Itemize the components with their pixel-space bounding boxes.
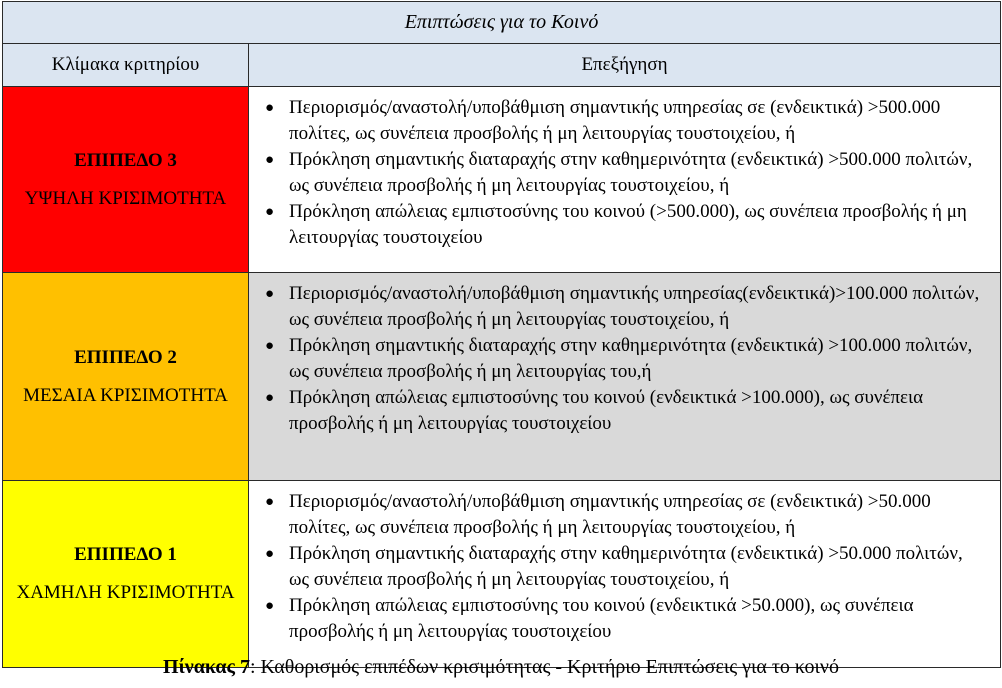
- list-item: ● Πρόκληση σημαντικής διαταραχής στην καθημερινότητα (ενδεικτικά) >500.000 πολιτών, ως συνέπεια προσβολής ή μη λειτουργίας τουστοιχείου, ή: [265, 149, 973, 196]
- bullet-icon: ●: [265, 100, 275, 116]
- bullet-icon: ●: [265, 286, 275, 302]
- severity-label: ΥΨΗΛΗ ΚΡΙΣΙΜΟΤΗΤΑ: [24, 187, 227, 209]
- table-title: Επιπτώσεις για το Κοινό: [3, 2, 1001, 44]
- list-item: ● Περιορισμός/αναστολή/υποβάθμιση σημαντικής υπηρεσίας(ενδεικτικά)>100.000 πολιτών, ως συνέπεια προσβολής ή μη λειτουργίας τουστοιχείου, ή: [265, 283, 980, 330]
- caption-text: : Καθορισμός επιπέδων κρισιμότητας - Κριτήριο Επιπτώσεις για το κοινό: [250, 656, 839, 678]
- bullet-icon: ●: [265, 598, 275, 614]
- level-cell-2: [3, 273, 249, 481]
- bullet-icon: ●: [265, 390, 275, 406]
- table-row: [3, 273, 1001, 481]
- level-name: ΕΠΙΠΕΔΟ 2: [74, 346, 177, 368]
- list-item: ● Πρόκληση απώλειας εμπιστοσύνης του κοινού (>500.000), ως συνέπεια προσβολής ή μη λειτουργίας τουστοιχείου: [265, 201, 967, 248]
- explanation-list: [255, 489, 982, 645]
- explanation-list: [255, 95, 982, 251]
- list-item: ● Πρόκληση απώλειας εμπιστοσύνης του κοινού (ενδεικτικά >50.000), ως συνέπεια προσβολής ή μη λειτουργίας τουστοιχείου: [265, 595, 914, 642]
- bullet-icon: ●: [265, 494, 275, 510]
- explanation-cell: [249, 273, 1001, 481]
- bullet-icon: ●: [265, 546, 275, 562]
- criticality-table: [2, 1, 1001, 668]
- level-name: ΕΠΙΠΕΔΟ 1: [74, 544, 177, 565]
- severity-label: ΜΕΣΑΙΑ ΚΡΙΣΙΜΟΤΗΤΑ: [23, 384, 228, 406]
- explanation-list: [255, 281, 982, 437]
- column-header-scale: Κλίμακα κριτηρίου: [3, 44, 249, 87]
- bullet-icon: ●: [265, 204, 275, 220]
- list-item: ● Πρόκληση σημαντικής διαταραχής στην καθημερινότητα (ενδεικτικά) >100.000 πολιτών, ως συνέπεια προσβολής ή μη λειτουργίας του,ή: [265, 335, 973, 382]
- explanation-cell: [249, 87, 1001, 273]
- bullet-icon: ●: [265, 338, 275, 354]
- table-row: [3, 87, 1001, 273]
- level-cell-1: [3, 481, 249, 668]
- list-item: ● Περιορισμός/αναστολή/υποβάθμιση σημαντικής υπηρεσίας σε (ενδεικτικά) >500.000 πολίτες, ως συνέπεια προσβολής ή μη λειτουργίας τουστοιχείου, ή: [265, 97, 941, 144]
- caption-label: Πίνακας 7: [163, 656, 250, 678]
- column-header-explanation: Επεξήγηση: [249, 44, 1001, 87]
- level-name: ΕΠΙΠΕΔΟ 3: [74, 149, 177, 171]
- bullet-icon: ●: [265, 152, 275, 168]
- list-item: ● Περιορισμός/αναστολή/υποβάθμιση σημαντικής υπηρεσίας σε (ενδεικτικά) >50.000 πολίτες, ως συνέπεια προσβολής ή μη λειτουργίας τουστοιχείου, ή: [265, 491, 931, 538]
- list-item: ● Πρόκληση σημαντικής διαταραχής στην καθημερινότητα (ενδεικτικά) >50.000 πολιτών, ως συνέπεια προσβολής ή μη λειτουργίας τουστοιχείου, ή: [265, 543, 963, 590]
- list-item: ● Πρόκληση απώλειας εμπιστοσύνης του κοινού (ενδεικτικά >100.000), ως συνέπεια προσβολής ή μη λειτουργίας τουστοιχείου: [265, 387, 924, 434]
- level-cell-3: [3, 87, 249, 273]
- explanation-cell: [249, 481, 1001, 668]
- table-row: [3, 481, 1001, 668]
- table-caption: [0, 656, 1002, 679]
- severity-label: ΧΑΜΗΛΗ ΚΡΙΣΙΜΟΤΗΤΑ: [16, 582, 235, 603]
